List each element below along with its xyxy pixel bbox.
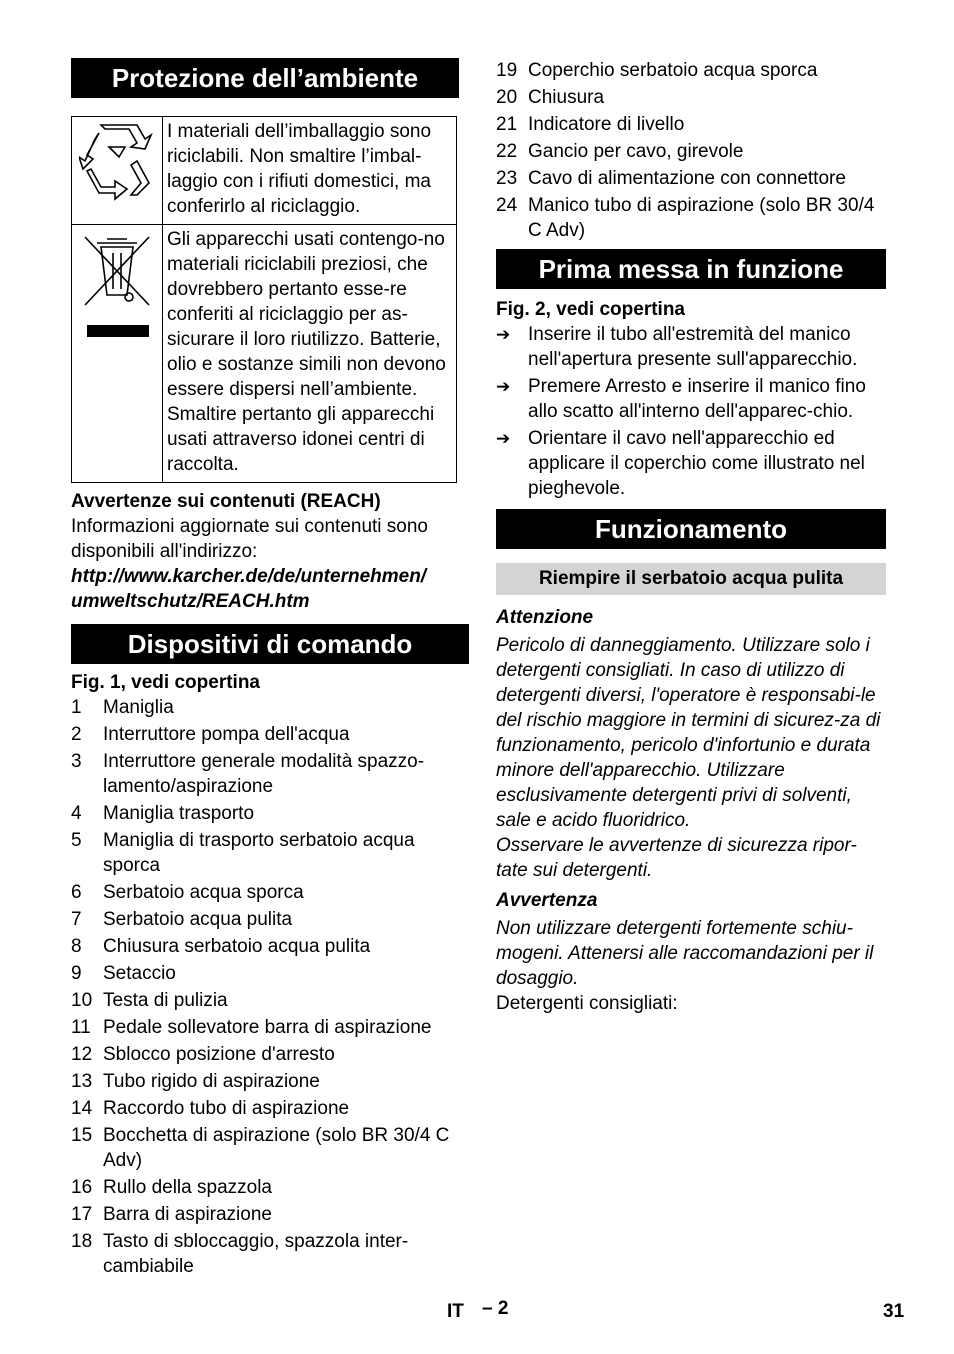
controls-list-continued (496, 58, 886, 243)
warning-label: Avvertenza (496, 890, 598, 911)
list-item-text: Chiusura (528, 87, 605, 108)
step-text: Premere Arresto e inserire il manico fino allo scatto all'interno dell'apparec-chio. (528, 376, 866, 422)
environment-heading: Protezione dell’ambiente (71, 58, 459, 98)
arrow-right-icon: ➔ (496, 429, 511, 448)
step-item (496, 426, 886, 501)
caution-label: Attenzione (496, 607, 594, 628)
list-item-text: Cavo di alimentazione con connettore (528, 168, 846, 189)
startup-figure-ref: Fig. 2, vedi copertina (496, 299, 685, 320)
list-item (71, 934, 469, 959)
list-item (71, 1202, 469, 1227)
startup-heading: Prima messa in funzione (496, 249, 886, 289)
list-item-text: Chiusura serbatoio acqua pulita (103, 936, 371, 957)
list-item-number: 13 (71, 1071, 93, 1092)
list-item-text: Testa di pulizia (103, 990, 228, 1011)
list-item (71, 749, 469, 799)
step-text: Inserire il tubo all'estremità del manico nell'apertura presente sull'apparecchio. (528, 324, 858, 370)
list-item (71, 722, 469, 747)
controls-list (71, 695, 469, 1279)
caution-text-2: Osservare le avvertenze di sicurezza ripor-tate sui detergenti. (496, 835, 857, 881)
list-item-text: Gancio per cavo, girevole (528, 141, 744, 162)
list-item-number: 12 (71, 1044, 93, 1065)
list-item-number: 19 (496, 60, 518, 81)
list-item-text: Pedale sollevatore barra di aspirazione (103, 1017, 432, 1038)
list-item-number: 20 (496, 87, 518, 108)
list-item-text: Interruttore pompa dell'acqua (103, 724, 350, 745)
footer-section-page: – 2 (482, 1298, 509, 1319)
list-item-text: Tasto di sbloccaggio, spazzola inter-cambiabile (103, 1231, 409, 1277)
controls-figure-ref: Fig. 1, vedi copertina (71, 672, 260, 693)
list-item-text: Setaccio (103, 963, 176, 984)
table-row (72, 117, 457, 225)
footer-language: IT (447, 1301, 464, 1322)
operation-subheading: Riempire il serbatoio acqua pulita (496, 563, 886, 595)
right-column (496, 58, 886, 1016)
arrow-right-icon: ➔ (496, 377, 511, 396)
list-item-number: 6 (71, 882, 82, 903)
step-text: Orientare il cavo nell'apparecchio ed applicare il coperchio come illustrato nel pieghevole. (528, 428, 865, 499)
list-item-text: Serbatoio acqua pulita (103, 909, 293, 930)
list-item-number: 1 (71, 697, 82, 718)
list-item-number: 9 (71, 963, 82, 984)
list-item-text: Serbatoio acqua sporca (103, 882, 304, 903)
list-item-number: 23 (496, 168, 518, 189)
list-item (71, 961, 469, 986)
list-item (496, 139, 886, 164)
environment-table (71, 116, 457, 483)
controls-heading: Dispositivi di comando (71, 624, 469, 664)
list-item-text: Bocchetta di aspirazione (solo BR 30/4 C Adv) (103, 1125, 450, 1171)
list-item-number: 22 (496, 141, 518, 162)
list-item-text: Barra di aspirazione (103, 1204, 272, 1225)
list-item (71, 801, 469, 826)
reach-text: Informazioni aggiornate sui contenuti sono disponibili all'indirizzo: (71, 516, 429, 562)
list-item-number: 7 (71, 909, 82, 930)
recommended-detergents: Detergenti consigliati: (496, 993, 678, 1014)
list-item-number: 4 (71, 803, 82, 824)
reach-url-line1[interactable]: http://www.karcher.de/de/unternehmen/ (71, 566, 427, 587)
list-item-number: 2 (71, 724, 82, 745)
list-item-text: Maniglia di trasporto serbatoio acqua sporca (103, 830, 415, 876)
list-item (71, 1175, 469, 1200)
list-item-number: 17 (71, 1204, 93, 1225)
list-item-number: 24 (496, 195, 518, 216)
list-item (71, 1096, 469, 1121)
reach-block (71, 489, 469, 614)
left-column (71, 58, 469, 1281)
list-item-text: Raccordo tubo di aspirazione (103, 1098, 350, 1119)
list-item (71, 988, 469, 1013)
list-item-number: 14 (71, 1098, 93, 1119)
list-item (71, 1123, 469, 1173)
list-item (71, 1229, 469, 1279)
list-item (71, 828, 469, 878)
list-item-number: 16 (71, 1177, 93, 1198)
footer-page-number: 31 (883, 1301, 905, 1322)
list-item-text: Maniglia (103, 697, 174, 718)
list-item-number: 5 (71, 830, 82, 851)
list-item-text: Tubo rigido di aspirazione (103, 1071, 320, 1092)
table-row (72, 225, 457, 483)
list-item-text: Interruttore generale modalità spazzo-lamento/aspirazione (103, 751, 425, 797)
reach-heading: Avvertenze sui contenuti (REACH) (71, 491, 381, 512)
list-item-text: Sblocco posizione d'arresto (103, 1044, 335, 1065)
list-item-number: 11 (71, 1017, 91, 1038)
startup-steps (496, 322, 886, 501)
list-item (71, 907, 469, 932)
list-item (71, 880, 469, 905)
list-item-number: 8 (71, 936, 82, 957)
list-item-text: Coperchio serbatoio acqua sporca (528, 60, 818, 81)
recycle-icon (79, 121, 155, 201)
recycling-text: I materiali dell’imballaggio sono riciclabili. Non smaltire l’imbal-laggio con i rifiuti domestici, ma conferirlo al riciclaggio. (163, 117, 457, 225)
operation-heading: Funzionamento (496, 509, 886, 549)
list-item (71, 1042, 469, 1067)
list-item (496, 112, 886, 137)
icon-cell (72, 225, 163, 483)
warning-text: Non utilizzare detergenti fortemente schiu-mogeni. Attenersi alle raccomandazioni per il dosaggio. (496, 918, 874, 989)
list-item (496, 193, 886, 243)
list-item-text: Indicatore di livello (528, 114, 685, 135)
step-item (496, 322, 886, 372)
list-item-number: 21 (496, 114, 518, 135)
list-item (71, 1069, 469, 1094)
crossed-bin-icon (79, 229, 155, 339)
list-item-number: 10 (71, 990, 93, 1011)
reach-url-line2[interactable]: umweltschutz/REACH.htm (71, 591, 310, 612)
list-item-number: 3 (71, 751, 82, 772)
list-item-number: 15 (71, 1125, 93, 1146)
caution-text: Pericolo di danneggiamento. Utilizzare solo i detergenti consigliati. In caso di utilizzo di detergenti diversi, l'operatore è responsabi-le del rischio maggiore in termini di sicurez-za di funzionamento, pericolo d'infortunio e durata minore dell'apparecchio. Utilizzare esclusivamente detergenti privi di solventi, sale e acido fluoridrico. (496, 635, 881, 831)
list-item (496, 166, 886, 191)
list-item (71, 1015, 469, 1040)
list-item (496, 85, 886, 110)
list-item (496, 58, 886, 83)
arrow-right-icon: ➔ (496, 325, 511, 344)
list-item (71, 695, 469, 720)
icon-cell (72, 117, 163, 225)
list-item-text: Maniglia trasporto (103, 803, 255, 824)
list-item-number: 18 (71, 1231, 93, 1252)
list-item-text: Manico tubo di aspirazione (solo BR 30/4 C Adv) (528, 195, 875, 241)
step-item (496, 374, 886, 424)
weee-text: Gli apparecchi usati contengo-no materiali riciclabili preziosi, che dovrebbero pertanto esse-re conferiti al riciclaggio per as-sicurare il loro riutilizzo. Batterie, olio e sostanze simili non devono essere dispersi nell’ambiente. Smaltire pertanto gli apparecchi usati attraverso idonei centri di raccolta. (163, 225, 457, 483)
list-item-text: Rullo della spazzola (103, 1177, 272, 1198)
